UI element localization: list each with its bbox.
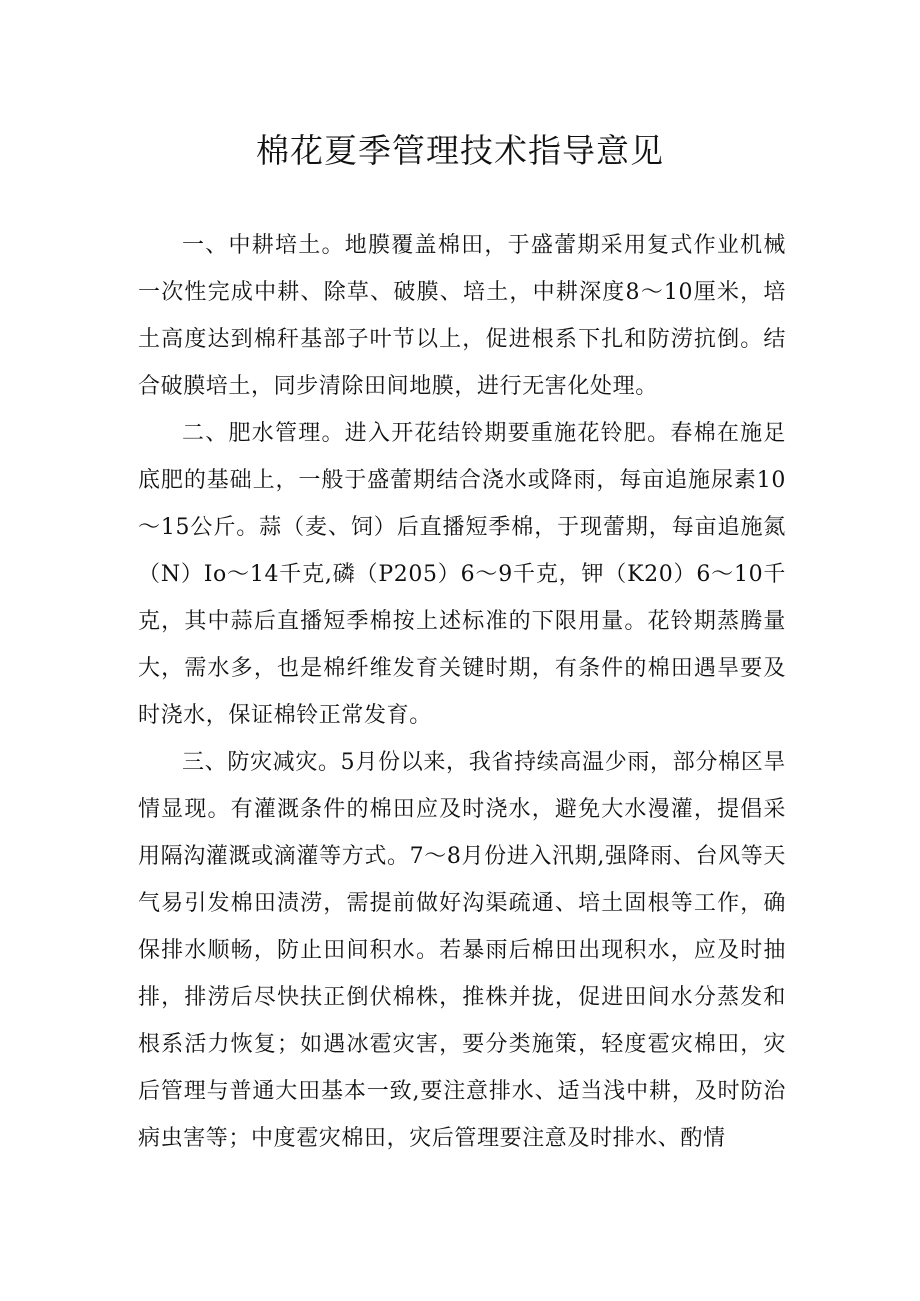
paragraph-disaster-prevention: 三、防灾减灾。5月份以来，我省持续高温少雨，部分棉区旱情显现。有灌溉条件的棉田应及时浇水，避免大水漫灌，提倡采用隔沟灌溉或滴灌等方式。7～8月份进入汛期,强降雨、台风等天气易引发棉田渍涝，需提前做好沟渠疏通、培土固根等工作，确保排水顺畅，防止田间积水。若暴雨后棉田出现积水，应及时抽排，排涝后尽快扶正倒伏棉株，推株并拢，促进田间水分蒸发和根系活力恢复；如遇冰雹灾害，要分类施策，轻度雹灾棉田，灾后管理与普通大田基本一致,要注意排水、适当浅中耕，及时防治病虫害等；中度雹灾棉田，灾后管理要注意及时排水、酌情 (138, 750, 786, 1151)
paragraph-intertillage: 一、中耕培土。地膜覆盖棉田，于盛蕾期采用复式作业机械一次性完成中耕、除草、破膜、培土，中耕深度8～10厘米，培土高度达到棉秆基部子叶节以上，促进根系下扎和防涝抗倒。结合破膜培土，同步清除田间地膜，进行无害化处理。 (138, 233, 786, 399)
document-title: 棉花夏季管理技术指导意见 (256, 131, 664, 170)
paragraph-fertilizer-water: 二、肥水管理。进入开花结铃期要重施花铃肥。春棉在施足底肥的基础上，一般于盛蕾期结合浇水或降雨，每亩追施尿素10～15公斤。蒜（麦、饲）后直播短季棉，于现蕾期，每亩追施氮（N）Io～14千克,磷（P205）6～9千克，钾（K20）6～10千克，其中蒜后直播短季棉按上述标准的下限用量。花铃期蒸腾量大，需水多，也是棉纤维发育关键时期，有条件的棉田遇旱要及时浇水，保证棉铃正常发育。 (138, 421, 786, 728)
document-body (138, 222, 786, 1162)
